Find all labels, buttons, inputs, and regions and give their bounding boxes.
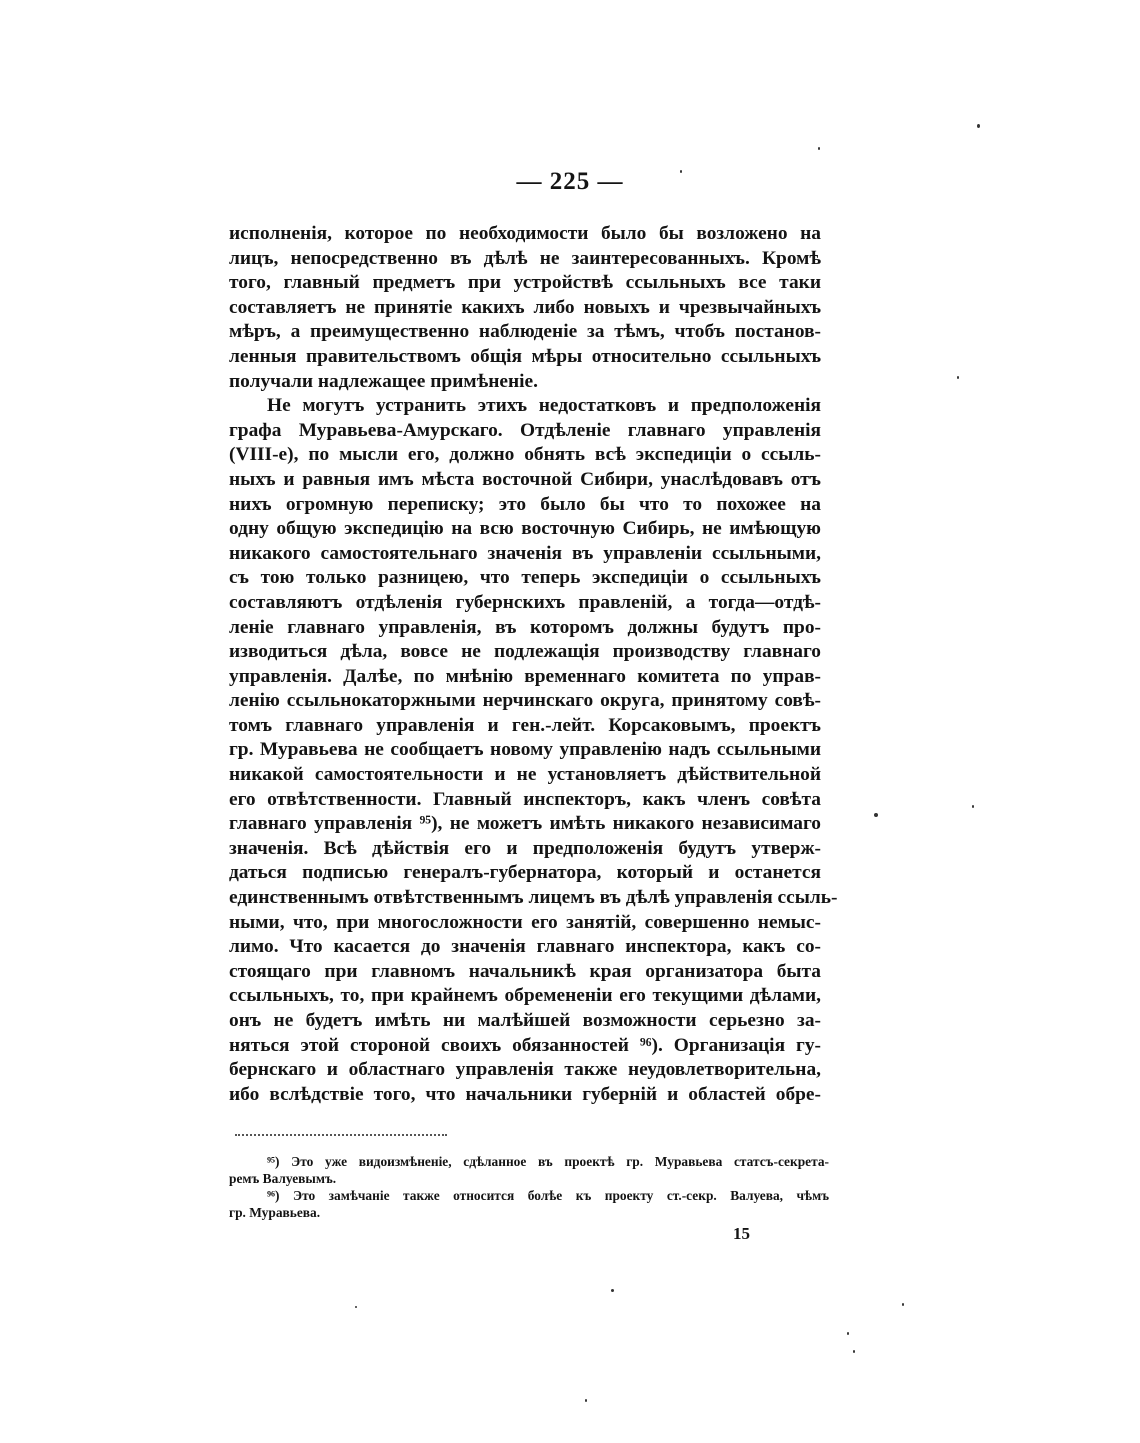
- text-line: стоящаго при главномъ начальникѣ края организатора быта: [229, 960, 821, 982]
- text-line: няться этой стороной своихъ обязанностей ⁹⁶). Организація гу-: [229, 1034, 821, 1056]
- text-line: съ тою только разницею, что теперь экспедиціи о ссыльныхъ: [229, 567, 821, 589]
- text-line: ссыльныхъ, то, при крайнемъ обремененіи его текущими дѣлами,: [229, 985, 821, 1007]
- text-line: исполненія, которое по необходимости было бы возложено на: [229, 223, 821, 244]
- text-line: Не могутъ устранить этихъ недостатковъ и предположенія: [267, 395, 821, 417]
- scan-speck: [680, 170, 682, 173]
- text-line: ленію ссыльнокаторжными нерчинскаго округа, принятому совѣ-: [229, 690, 821, 712]
- footnote-line: ремъ Валуевымъ.: [229, 1171, 337, 1186]
- text-line: томъ главнаго управленія и ген.-лейт. Корсаковымъ, проектъ: [229, 714, 821, 736]
- text-line: главнаго управленія ⁹⁵), не можетъ имѣть никакого независимаго: [229, 813, 821, 835]
- scan-speck: [902, 1303, 904, 1306]
- text-line: ибо вслѣдствіе того, что начальники губерній и областей обре-: [229, 1083, 821, 1105]
- footnote-line: ⁹⁶) Это замѣчаніе также относится болѣе къ проекту ст.-секр. Валуева, чѣмъ: [267, 1188, 829, 1203]
- signature-mark: 15: [733, 1224, 750, 1243]
- page-number: — 225 —: [516, 168, 624, 195]
- text-line: лицъ, непосредственно въ дѣлѣ не заинтересованныхъ. Кромѣ: [229, 247, 821, 269]
- scan-speck: [847, 1332, 849, 1335]
- text-line: ленныя правительствомъ общія мѣры относительно ссыльныхъ: [229, 345, 821, 367]
- scan-speck: [355, 1306, 357, 1308]
- scan-speck: [585, 1399, 587, 1402]
- text-line: нихъ огромную переписку; это было бы что то похожее на: [229, 493, 821, 515]
- text-line: составляетъ не принятіе какихъ либо новыхъ и чрезвычайныхъ: [229, 296, 821, 318]
- footnote-line: гр. Муравьева.: [229, 1205, 321, 1220]
- text-line: мѣръ, а преимущественно наблюденіе за тѣмъ, чтобъ постанов-: [229, 321, 821, 343]
- text-line: гр. Муравьева не сообщаетъ новому управленію надъ ссыльными: [229, 739, 821, 761]
- text-line: управленія. Далѣе, по мнѣнію временнаго комитета по управ-: [229, 665, 821, 687]
- text-line: того, главный предметъ при устройствѣ ссыльныхъ все таки: [229, 272, 821, 294]
- text-line: значенія. Всѣ дѣйствія его и предположенія будутъ утверж-: [229, 837, 821, 859]
- text-line: графа Муравьева-Амурскаго. Отдѣленіе главнаго управленія: [229, 419, 821, 441]
- scan-speck: [957, 376, 959, 379]
- text-line: одну общую экспедицію на всю восточную Сибирь, не имѣющую: [229, 518, 821, 540]
- text-line: никакого самостоятельнаго значенія въ управленіи ссыльными,: [229, 542, 821, 564]
- text-line: леніе главнаго управленія, въ которомъ должны будутъ про-: [229, 616, 821, 638]
- text-line: его отвѣтственности. Главный инспекторъ, какъ членъ совѣта: [229, 788, 821, 810]
- text-line: бернскаго и областнаго управленія также неудовлетворительна,: [229, 1059, 821, 1081]
- scan-speck: [977, 124, 980, 128]
- text-line: ныхъ и равныя имъ мѣста восточной Сибири, унаслѣдовавъ отъ: [229, 468, 821, 490]
- footnotes-block: [229, 1153, 829, 1221]
- scan-speck: [972, 805, 974, 808]
- footnote-divider: [235, 1134, 447, 1136]
- scan-speck: [818, 147, 820, 150]
- footnote-line: ⁹⁵) Это уже видоизмѣненіе, сдѣланное въ проектѣ гр. Муравьева статсъ-секрета-: [267, 1154, 829, 1169]
- text-line: ными, что, при многосложности его занятій, совершенно немыс-: [229, 911, 821, 933]
- text-line: изводиться дѣла, вовсе не подлежащія производству главнаго: [229, 641, 821, 663]
- main-text-block: [229, 222, 838, 1107]
- text-line: даться подписью генералъ-губернатора, который и останется: [229, 862, 821, 884]
- text-line: лимо. Что касается до значенія главнаго инспектора, какъ со-: [229, 936, 821, 958]
- scan-speck: [874, 813, 878, 817]
- scan-speck: [853, 1350, 855, 1353]
- text-line: онъ не будетъ имѣть ни малѣйшей возможности серьезно за-: [229, 1010, 821, 1031]
- text-line: составляютъ отдѣленія губернскихъ правленій, а тогда—отдѣ-: [229, 591, 821, 613]
- text-line: никакой самостоятельности и не установляетъ дѣйствительной: [229, 764, 821, 786]
- text-line: получали надлежащее примѣненіе.: [229, 370, 539, 392]
- text-line: (VIII-е), по мысли его, должно обнять всѣ экспедиціи о ссыль-: [229, 444, 821, 466]
- text-line: единственнымъ отвѣтственнымъ лицемъ въ дѣлѣ управленія ссыль-: [229, 887, 838, 909]
- scan-speck: [611, 1289, 614, 1292]
